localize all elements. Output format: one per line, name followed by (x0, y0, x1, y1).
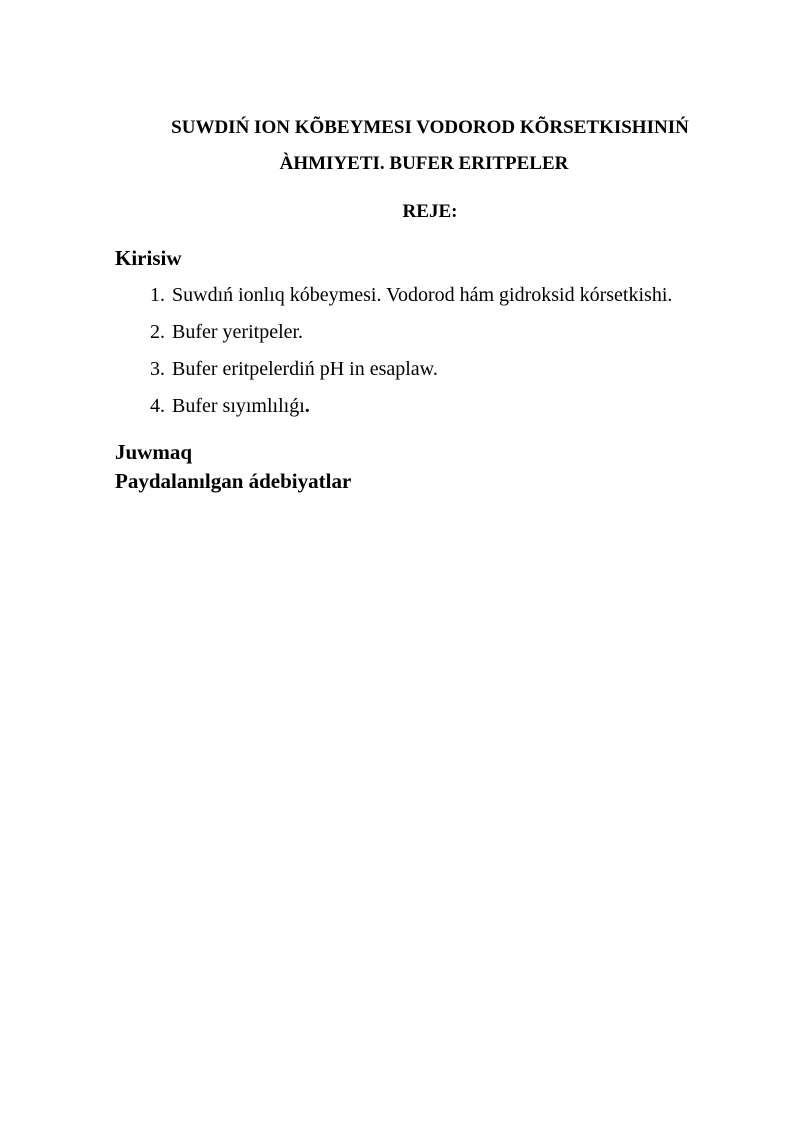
plan-item-suffix: . (304, 395, 310, 417)
plan-item-number: 4. (150, 395, 165, 417)
plan-item (150, 357, 672, 381)
document-title-line-2: ÀHMIYETI. BUFER ERITPELER (279, 153, 569, 174)
plan-item-text: Suwdıń ionlıq kóbeymesi. Vodorod hám gidroksid kórsetkishi. (172, 284, 673, 306)
plan-list (150, 283, 672, 431)
plan-item-number: 2. (150, 321, 165, 343)
plan-item-number: 3. (150, 358, 165, 380)
plan-item (150, 320, 672, 344)
plan-item-text: Bufer yeritpeler. (172, 321, 304, 343)
plan-heading: REJE: (402, 201, 458, 222)
plan-item (150, 283, 672, 307)
plan-item-text: Bufer sıyımlılıǵı (172, 395, 305, 417)
plan-item (150, 394, 672, 418)
plan-item-number: 1. (150, 284, 165, 306)
conclusion-label: Juwmaq (115, 440, 193, 464)
document-title-line-1: SUWDIŃ ION KÕBEYMESI VODOROD KÕRSETKISHINIŃ (171, 117, 689, 138)
references-label: Paydalanılgan ádebiyatlar (115, 469, 352, 493)
plan-item-text: Bufer eritpelerdiń pH in esaplaw. (172, 358, 438, 380)
intro-label: Kirisiw (115, 246, 182, 270)
